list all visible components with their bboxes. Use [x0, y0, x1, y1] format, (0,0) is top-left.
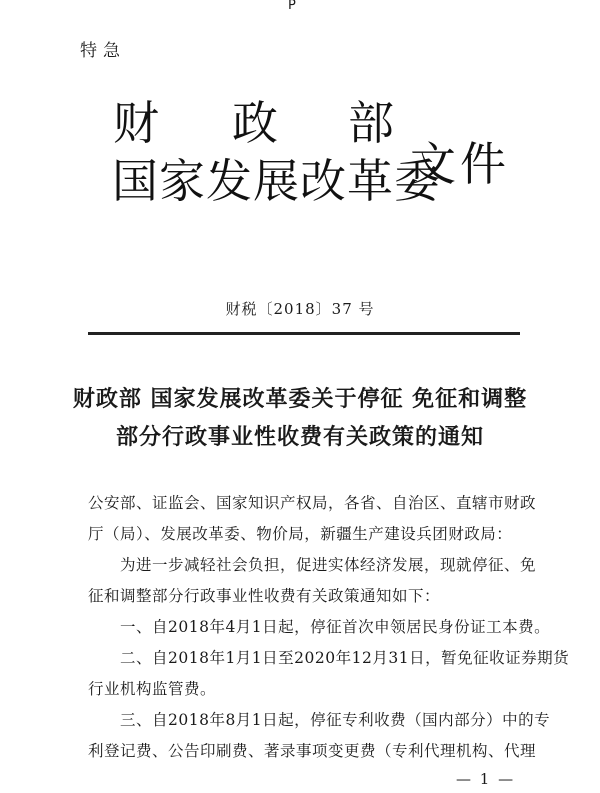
item-3-line-1: 三、自2018年8月1日起，停征专利收费（国内部分）中的专: [120, 711, 551, 729]
addressee-line-1: 公安部、证监会、国家知识产权局，各省、自治区、直辖市财政: [88, 494, 537, 512]
page-number: — 1 —: [456, 770, 516, 788]
document-title-line-2: 部分行政事业性收费有关政策的通知: [115, 424, 484, 450]
header-divider: [88, 332, 520, 335]
intro-line-2: 征和调整部分行政事业性收费有关政策通知如下：: [88, 587, 441, 605]
addressee-line-2: 厅（局）、发展改革委、物价局，新疆生产建设兵团财政局：: [88, 525, 513, 543]
document-title-line-1: 财政部 国家发展改革委关于停征 免征和调整: [72, 386, 528, 412]
document-word: 文件: [410, 137, 510, 191]
issuer-char: 部: [348, 96, 394, 150]
item-2-line-2: 行业机构监管费。: [88, 680, 217, 698]
urgency-label: 特急: [80, 41, 126, 61]
issuer-char: 财: [113, 96, 159, 150]
issuer-char: 政: [232, 96, 278, 150]
document-number: 财税〔2018〕37 号: [225, 300, 375, 318]
page-corner-mark: P: [288, 0, 296, 13]
intro-line-1: 为进一步减轻社会负担，促进实体经济发展，现就停征、免: [120, 556, 537, 574]
item-1: 一、自2018年4月1日起，停征首次申领居民身份证工本费。: [120, 618, 551, 636]
issuer-ndrc: 国家发展改革委: [112, 154, 441, 208]
item-3-line-2: 利登记费、公告印刷费、著录事项变更费（专利代理机构、代理: [88, 742, 537, 760]
item-2-line-1: 二、自2018年1月1日至2020年12月31日，暂免征收证券期货: [120, 649, 570, 667]
